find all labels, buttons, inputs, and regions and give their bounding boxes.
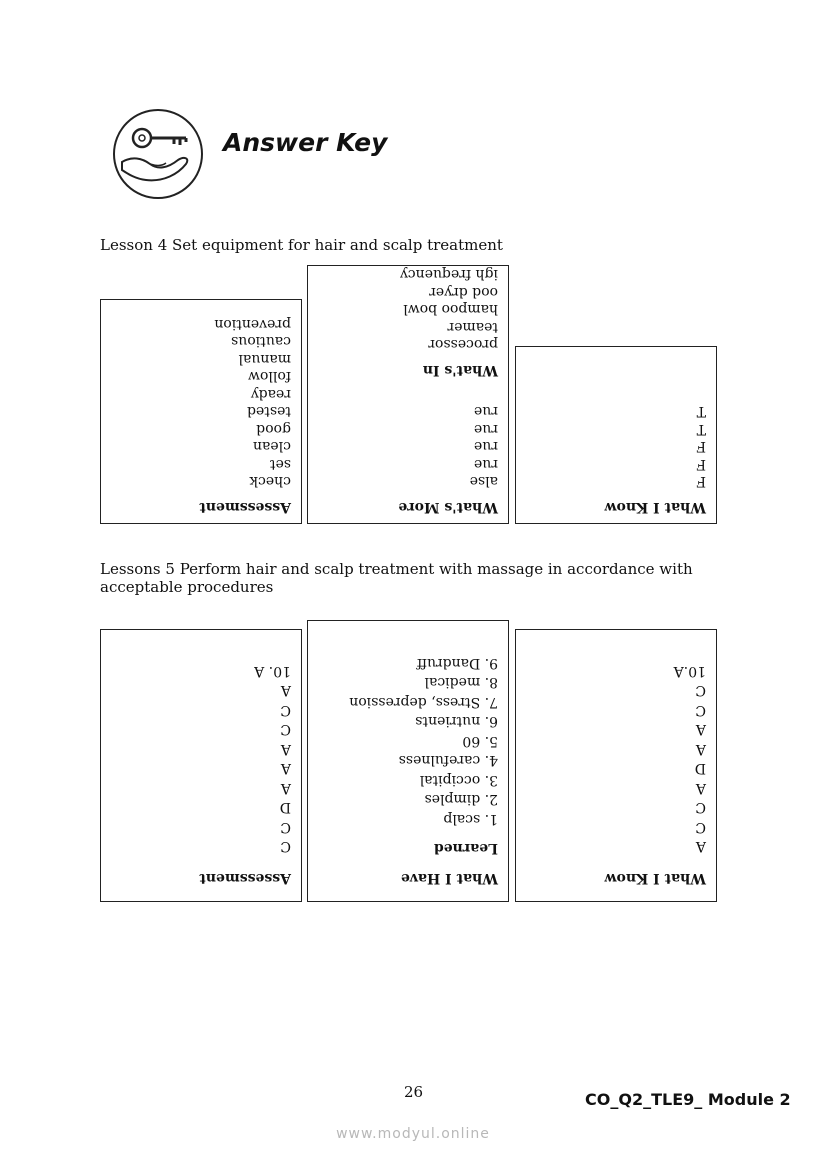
answer-item: 3. occipital [419,772,498,788]
lesson5-heading-line1: Lessons 5 Perform hair and scalp treatment with massage in accordance with [100,560,693,578]
answer-item: C [280,838,291,855]
answer-item: F [696,438,706,455]
module-label: CO_Q2_TLE9_ Module 2 [585,1090,791,1109]
answer-item: C [695,682,706,699]
box-title: What's More [398,499,498,515]
lesson5-heading-line2: acceptable procedures [100,578,274,596]
box-title: What I Know [604,499,706,515]
answer-item: rue [474,421,498,437]
answer-item: A [280,780,291,796]
lesson5-what-i-have-learned-box [307,620,509,902]
lesson4-assessment-box [100,299,302,524]
answer-item: follow [248,368,291,385]
page-title: Answer Key [223,128,388,157]
answer-item: igh frequency [399,266,498,283]
key-on-hand-icon [112,108,204,200]
box-title-line1: What I Have [400,870,498,886]
answer-item: ood dryer [429,284,498,300]
answer-item: prevention [214,316,291,332]
answer-item: hampoo bowl [403,301,498,318]
answer-item: F [696,456,706,472]
answer-item: teamer [447,319,498,335]
lesson4-what-i-know-box [515,346,717,524]
answer-item: 9. Dandruff [416,655,498,671]
answer-item: 1. scalp [443,811,498,827]
box-title: What I Know [604,870,706,886]
box-title: Assessment [199,870,291,886]
answer-item: C [695,819,706,835]
answer-item: manual [238,351,291,367]
answer-item: 10.A [673,663,706,679]
answer-item: F [696,473,706,490]
answer-item: 8. medical [424,674,498,691]
answer-item: 10. A [254,663,291,679]
answer-item: A [280,682,291,699]
box-title: What's In [422,362,498,378]
answer-item: A [280,741,291,757]
answer-item: rue [474,403,498,420]
lesson5-what-i-know-box [515,629,717,902]
answer-item: C [695,799,706,816]
answer-item: T [696,403,706,420]
answer-item: A [695,721,706,738]
answer-item: A [695,741,706,757]
answer-item: D [694,760,706,777]
page-number: 26 [404,1083,424,1101]
answer-item: C [280,819,291,835]
answer-item: 7. Stress, depression [349,694,498,710]
box-title-line2: Learned [433,840,498,857]
lesson4-whats-more-box [307,265,509,524]
answer-item: A [695,838,706,855]
answer-item: D [279,799,291,816]
watermark: www.modyul.online [336,1126,490,1142]
answer-item: 6. nutrients [415,713,498,730]
answer-item: C [280,702,291,718]
answer-item: good [256,421,291,437]
answer-item: 4. carefulness [398,752,498,769]
lesson5-assessment-box [100,629,302,902]
answer-item: T [696,421,706,437]
answer-item: 2. dimples [424,791,498,808]
answer-item: clean [253,438,291,455]
answer-item: tested [247,403,291,420]
answer-item: processor [428,336,498,353]
lesson4-heading: Lesson 4 Set equipment for hair and scalp treatment [100,236,503,254]
answer-item: set [269,456,291,472]
answer-item: A [695,780,706,796]
answer-item: C [695,702,706,718]
answer-item: 5. 60 [462,733,498,749]
answer-item: C [280,721,291,738]
answer-item: ready [250,386,291,402]
answer-item: A [280,760,291,777]
answer-item: check [249,473,291,490]
box-title: Assessment [199,499,291,515]
answer-item: cautious [231,333,291,350]
answer-item: rue [474,456,498,472]
answer-item: alse [469,473,498,490]
answer-item: rue [474,438,498,455]
